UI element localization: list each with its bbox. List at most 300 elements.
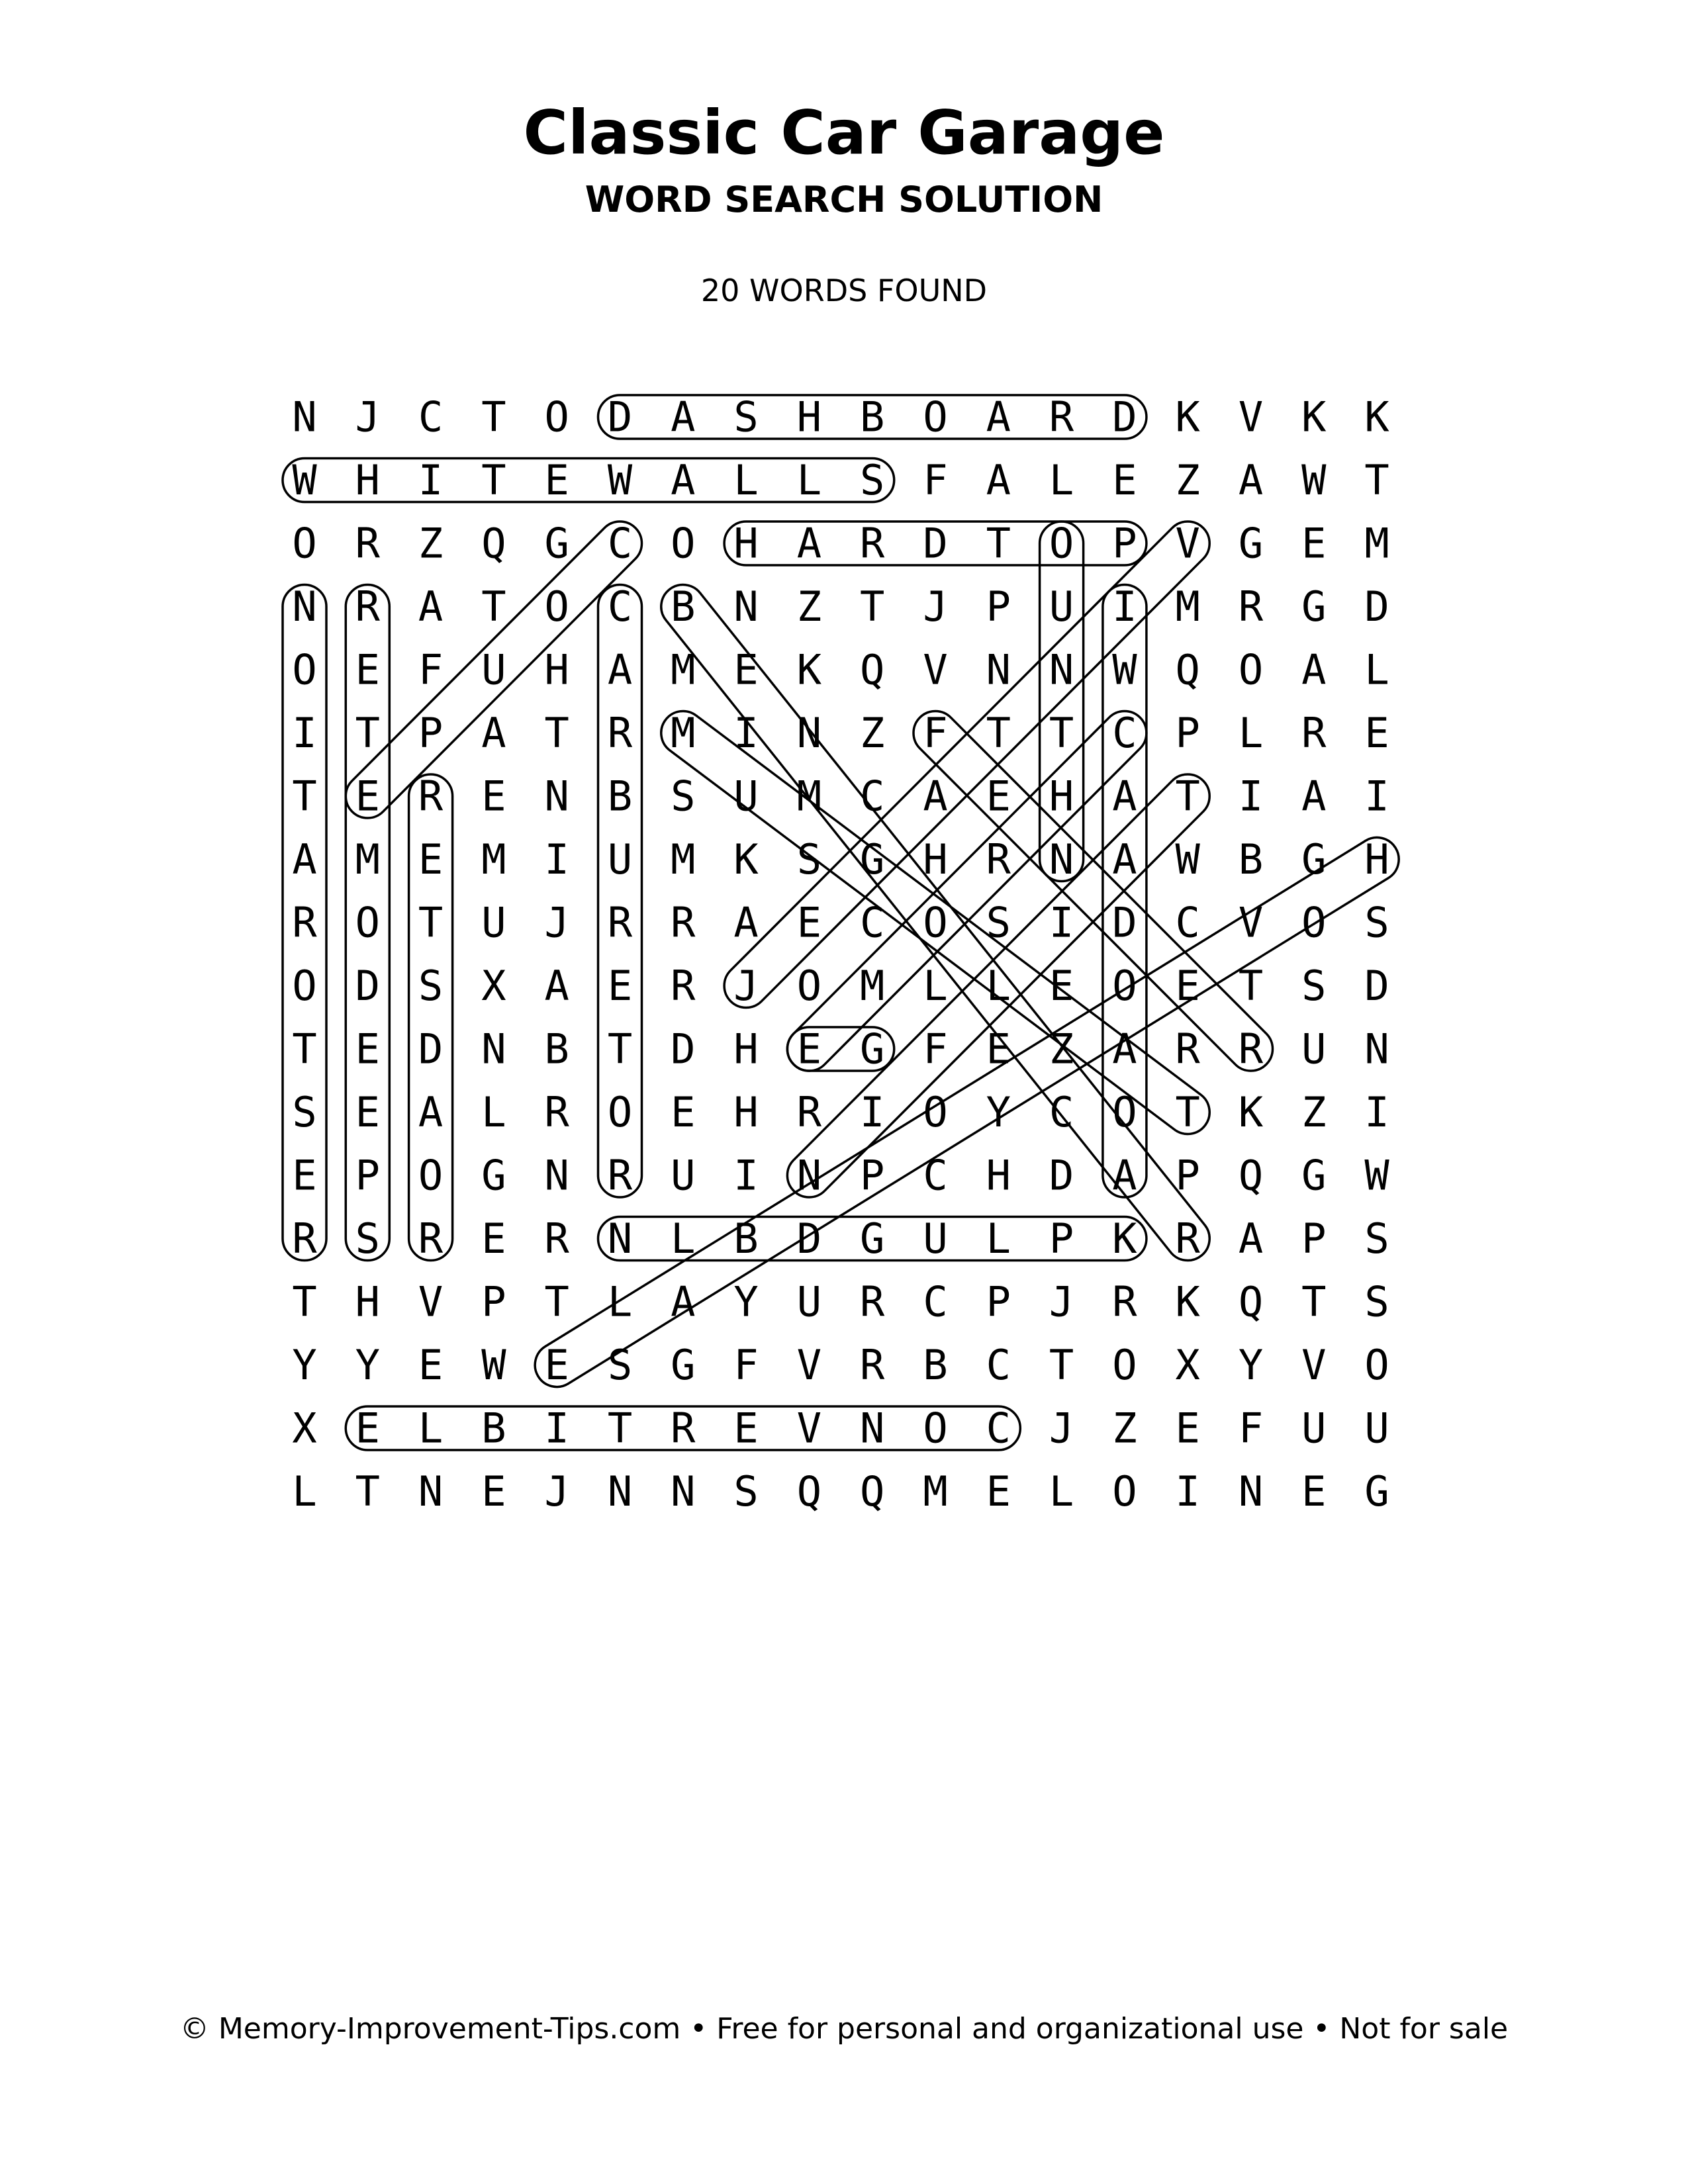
grid-letter: T [1175, 772, 1200, 821]
grid-letter: L [1364, 645, 1389, 694]
grid-letter: B [481, 1404, 506, 1453]
grid-letter: I [1238, 772, 1264, 821]
grid-letter: H [733, 519, 759, 568]
grid-letter: Q [1175, 645, 1200, 694]
grid-letter: N [544, 1151, 569, 1200]
grid-letter: U [671, 1151, 696, 1200]
grid-letter: T [607, 1024, 633, 1073]
grid-letter: T [1049, 1341, 1074, 1389]
grid-letter: A [1112, 835, 1137, 884]
grid-letter: O [923, 898, 948, 947]
grid-letter: E [355, 772, 380, 821]
grid-letter: R [1301, 709, 1327, 757]
grid-letter: A [292, 835, 317, 884]
grid-letter: V [1238, 898, 1264, 947]
grid-letter: S [1301, 962, 1327, 1010]
grid-letter: A [671, 392, 696, 441]
grid-letter: B [607, 772, 633, 821]
grid-letter: P [418, 709, 444, 757]
grid-letter: J [923, 582, 948, 631]
grid-letter: R [292, 1214, 317, 1263]
grid-letter: O [1112, 1088, 1137, 1136]
grid-letter: Y [292, 1341, 317, 1389]
grid-letter: O [796, 962, 822, 1010]
found-word-oval [778, 702, 1156, 1080]
grid-letter: F [1238, 1404, 1264, 1453]
grid-letter: O [923, 1088, 948, 1136]
grid-letter: J [1049, 1404, 1074, 1453]
grid-letter: X [481, 962, 506, 1010]
grid-letter: E [796, 898, 822, 947]
grid-letter: T [481, 392, 506, 441]
grid-letter: N [860, 1404, 885, 1453]
words-found-count: 20 WORDS FOUND [700, 273, 988, 308]
grid-letter: W [607, 456, 633, 504]
grid-letter: T [292, 1277, 317, 1326]
grid-letter: M [355, 835, 380, 884]
grid-letter: E [292, 1151, 317, 1200]
grid-letter: L [1049, 456, 1074, 504]
grid-letter: L [1049, 1467, 1074, 1516]
grid-letter: O [292, 519, 317, 568]
grid-letter: E [986, 1024, 1011, 1073]
grid-letter: W [1301, 456, 1327, 504]
grid-letter: T [607, 1404, 633, 1453]
page-title: Classic Car Garage [523, 97, 1165, 168]
grid-letter: A [418, 1088, 444, 1136]
grid-letter: A [923, 772, 948, 821]
grid-letter: S [733, 1467, 759, 1516]
grid-letter: I [1364, 1088, 1389, 1136]
grid-letter: B [923, 1341, 948, 1389]
grid-letter: P [1049, 1214, 1074, 1263]
grid-letter: E [733, 1404, 759, 1453]
grid-letter: I [1175, 1467, 1200, 1516]
grid-letter: S [1364, 898, 1389, 947]
grid-letter: K [1112, 1214, 1137, 1263]
grid-letter: U [481, 645, 506, 694]
grid-letter: Q [860, 645, 885, 694]
grid-letter: I [544, 835, 569, 884]
grid-letter: L [418, 1404, 444, 1453]
grid-letter: R [544, 1214, 569, 1263]
grid-letter: R [860, 1277, 885, 1326]
grid-letter: R [607, 709, 633, 757]
grid-letter: R [355, 519, 380, 568]
grid-letter: P [986, 1277, 1011, 1326]
grid-letter: R [418, 772, 444, 821]
grid-letter: C [986, 1404, 1011, 1453]
grid-letter: M [923, 1467, 948, 1516]
grid-letter: E [1364, 709, 1389, 757]
grid-letter: F [733, 1341, 759, 1389]
grid-letter: S [355, 1214, 380, 1263]
grid-letter: A [671, 456, 696, 504]
grid-letter: L [481, 1088, 506, 1136]
grid-letter: T [418, 898, 444, 947]
grid-letter: Z [1175, 456, 1200, 504]
grid-letter: J [1049, 1277, 1074, 1326]
grid-letter: N [986, 645, 1011, 694]
grid-letter: Y [733, 1277, 759, 1326]
grid-letter: T [1238, 962, 1264, 1010]
grid-letter: R [1049, 392, 1074, 441]
grid-letter: X [292, 1404, 317, 1453]
grid-letter: E [355, 1088, 380, 1136]
grid-letter: E [481, 772, 506, 821]
grid-letter: W [481, 1341, 506, 1389]
grid-letter: A [986, 456, 1011, 504]
grid-letter: I [733, 1151, 759, 1200]
grid-letter: A [1112, 772, 1137, 821]
grid-letter: Q [796, 1467, 822, 1516]
grid-letter: G [860, 835, 885, 884]
grid-letter: R [1175, 1024, 1200, 1073]
grid-letter: P [986, 582, 1011, 631]
grid-letter: V [1175, 519, 1200, 568]
grid-letter: T [544, 709, 569, 757]
grid-letter: I [1049, 898, 1074, 947]
grid-letter: Z [1112, 1404, 1137, 1453]
grid-letter: F [923, 709, 948, 757]
grid-letter: C [923, 1277, 948, 1326]
grid-letter: A [544, 962, 569, 1010]
found-word-oval [527, 829, 1407, 1395]
grid-letter: N [292, 582, 317, 631]
grid-letter: R [986, 835, 1011, 884]
grid-letter: F [923, 1024, 948, 1073]
grid-letter: B [671, 582, 696, 631]
grid-letter: P [481, 1277, 506, 1326]
grid-letter: O [355, 898, 380, 947]
grid-letter: D [355, 962, 380, 1010]
grid-letter: V [1301, 1341, 1327, 1389]
grid-letter: V [923, 645, 948, 694]
grid-letter: E [1301, 519, 1327, 568]
grid-letter: D [607, 392, 633, 441]
grid-letter: Q [481, 519, 506, 568]
grid-letter: B [1238, 835, 1264, 884]
grid-letter: O [1364, 1341, 1389, 1389]
grid-letter: V [796, 1341, 822, 1389]
grid-letter: D [923, 519, 948, 568]
grid-letter: Y [1238, 1341, 1264, 1389]
grid-letter: G [1238, 519, 1264, 568]
grid-letter: Q [860, 1467, 885, 1516]
grid-letter: J [733, 962, 759, 1010]
grid-letter: H [986, 1151, 1011, 1200]
grid-letter: Z [860, 709, 885, 757]
grid-letter: R [860, 519, 885, 568]
grid-letter: R [418, 1214, 444, 1263]
grid-letter: O [544, 392, 569, 441]
grid-letter: N [1049, 645, 1074, 694]
grid-letter: A [607, 645, 633, 694]
grid-letter: M [1175, 582, 1200, 631]
grid-letter: G [1301, 1151, 1327, 1200]
grid-letter: Y [355, 1341, 380, 1389]
grid-letter: G [671, 1341, 696, 1389]
grid-letter: N [1238, 1467, 1264, 1516]
grid-letter: N [292, 392, 317, 441]
grid-letter: I [544, 1404, 569, 1453]
grid-letter: Z [1049, 1024, 1074, 1073]
grid-letter: U [1364, 1404, 1389, 1453]
grid-letter: R [607, 898, 633, 947]
grid-letter: E [481, 1214, 506, 1263]
grid-letter: L [923, 962, 948, 1010]
grid-letter: E [1175, 962, 1200, 1010]
grid-letter: A [1112, 1151, 1137, 1200]
grid-letter: R [355, 582, 380, 631]
grid-letter: G [860, 1024, 885, 1073]
grid-letter: K [1301, 392, 1327, 441]
grid-letter: H [355, 1277, 380, 1326]
grid-letter: E [986, 772, 1011, 821]
grid-letter: N [796, 1151, 822, 1200]
grid-letter: N [481, 1024, 506, 1073]
grid-letter: C [1112, 709, 1137, 757]
grid-letter: L [733, 456, 759, 504]
grid-letter: E [1301, 1467, 1327, 1516]
grid-letter: A [1238, 456, 1264, 504]
grid-letter: J [544, 1467, 569, 1516]
grid-letter: E [671, 1088, 696, 1136]
grid-letter: U [1049, 582, 1074, 631]
grid-letter: P [860, 1151, 885, 1200]
grid-letter: V [1238, 392, 1264, 441]
grid-letter: Z [796, 582, 822, 631]
grid-letter: U [733, 772, 759, 821]
grid-letter: P [1175, 709, 1200, 757]
grid-letter: D [796, 1214, 822, 1263]
grid-letter: W [292, 456, 317, 504]
grid-letter: W [1364, 1151, 1389, 1200]
grid-letter: W [1112, 645, 1137, 694]
grid-letter: O [607, 1088, 633, 1136]
grid-letter: O [1112, 962, 1137, 1010]
grid-letter: O [1112, 1341, 1137, 1389]
grid-letter: E [418, 835, 444, 884]
grid-letter: T [1175, 1088, 1200, 1136]
grid-letter: T [481, 456, 506, 504]
grid-letter: T [355, 709, 380, 757]
grid-letter: E [355, 645, 380, 694]
grid-letter: F [923, 456, 948, 504]
grid-letter: E [355, 1404, 380, 1453]
grid-letter: N [607, 1214, 633, 1263]
grid-letters [292, 393, 1389, 1516]
grid-letter: P [355, 1151, 380, 1200]
grid-letter: D [418, 1024, 444, 1073]
page-subtitle: WORD SEARCH SOLUTION [585, 179, 1103, 220]
grid-letter: B [733, 1214, 759, 1263]
grid-letter: E [544, 456, 569, 504]
grid-letter: D [1364, 582, 1389, 631]
grid-letter: M [671, 645, 696, 694]
grid-letter: E [796, 1024, 822, 1073]
grid-letter: O [544, 582, 569, 631]
grid-letter: G [481, 1151, 506, 1200]
grid-letter: J [544, 898, 569, 947]
found-word-oval [715, 512, 1218, 1017]
grid-letter: T [355, 1467, 380, 1516]
grid-letter: R [671, 962, 696, 1010]
grid-letter: K [1175, 1277, 1200, 1326]
grid-letter: T [481, 582, 506, 631]
grid-letter: D [1049, 1151, 1074, 1200]
grid-letter: N [418, 1467, 444, 1516]
grid-letter: V [418, 1277, 444, 1326]
grid-letter: M [481, 835, 506, 884]
grid-letter: R [607, 1151, 633, 1200]
grid-letter: G [1301, 835, 1327, 884]
grid-letter: E [481, 1467, 506, 1516]
grid-letter: T [544, 1277, 569, 1326]
grid-letter: O [923, 1404, 948, 1453]
grid-letter: V [796, 1404, 822, 1453]
grid-letter: U [481, 898, 506, 947]
grid-letter: H [1049, 772, 1074, 821]
grid-letter: S [292, 1088, 317, 1136]
grid-letter: G [1364, 1467, 1389, 1516]
grid-letter: P [1175, 1151, 1200, 1200]
grid-letter: M [671, 835, 696, 884]
grid-letter: K [796, 645, 822, 694]
grid-letter: R [1175, 1214, 1200, 1263]
grid-letter: A [1238, 1214, 1264, 1263]
grid-letter: T [292, 1024, 317, 1073]
grid-letter: N [1364, 1024, 1389, 1073]
grid-letter: I [860, 1088, 885, 1136]
grid-letter: M [671, 709, 696, 757]
grid-letter: L [1238, 709, 1264, 757]
grid-letter: S [986, 898, 1011, 947]
grid-letter: I [1364, 772, 1389, 821]
grid-letter: D [1112, 898, 1137, 947]
grid-letter: E [1049, 962, 1074, 1010]
grid-letter: S [418, 962, 444, 1010]
grid-letter: T [1364, 456, 1389, 504]
grid-letter: L [796, 456, 822, 504]
grid-letter: R [671, 1404, 696, 1453]
grid-letter: R [860, 1341, 885, 1389]
grid-letter: R [544, 1088, 569, 1136]
grid-letter: P [1301, 1214, 1327, 1263]
grid-letter: L [671, 1214, 696, 1263]
grid-letter: S [1364, 1277, 1389, 1326]
grid-letter: Y [986, 1088, 1011, 1136]
grid-letter: W [1175, 835, 1200, 884]
grid-letter: K [733, 835, 759, 884]
grid-letter: N [796, 709, 822, 757]
grid-letter: H [923, 835, 948, 884]
grid-letter: A [986, 392, 1011, 441]
grid-letter: G [1301, 582, 1327, 631]
grid-letter: H [733, 1088, 759, 1136]
grid-letter: R [1238, 582, 1264, 631]
grid-letter: A [1301, 772, 1327, 821]
grid-letter: Q [1238, 1277, 1264, 1326]
grid-letter: G [860, 1214, 885, 1263]
grid-letter: H [733, 1024, 759, 1073]
grid-letter: T [986, 519, 1011, 568]
grid-letter: T [292, 772, 317, 821]
grid-letter: E [986, 1467, 1011, 1516]
grid-letter: C [860, 772, 885, 821]
grid-letter: O [418, 1151, 444, 1200]
grid-letter: M [796, 772, 822, 821]
grid-letter: Z [1301, 1088, 1327, 1136]
grid-letter: I [733, 709, 759, 757]
grid-letter: E [1175, 1404, 1200, 1453]
grid-letter: R [292, 898, 317, 947]
found-word-oval [904, 702, 1282, 1080]
grid-letter: S [607, 1341, 633, 1389]
grid-letter: H [544, 645, 569, 694]
grid-letter: O [292, 962, 317, 1010]
grid-letter: E [355, 1024, 380, 1073]
grid-letter: M [1364, 519, 1389, 568]
grid-letter: A [1301, 645, 1327, 694]
grid-letter: C [1049, 1088, 1074, 1136]
grid-letter: K [1175, 392, 1200, 441]
grid-letter: S [1364, 1214, 1389, 1263]
grid-letter: O [1238, 645, 1264, 694]
grid-letter: U [607, 835, 633, 884]
grid-letter: Q [1238, 1151, 1264, 1200]
grid-letter: K [1364, 392, 1389, 441]
grid-letter: A [418, 582, 444, 631]
grid-letter: N [671, 1467, 696, 1516]
grid-letter: S [733, 392, 759, 441]
grid-letter: A [671, 1277, 696, 1326]
grid-letter: S [671, 772, 696, 821]
grid-letter: O [923, 392, 948, 441]
grid-letter: L [986, 1214, 1011, 1263]
grid-letter: H [355, 456, 380, 504]
grid-letter: O [1049, 519, 1074, 568]
grid-letter: R [1112, 1277, 1137, 1326]
grid-letter: T [1301, 1277, 1327, 1326]
copyright-footer: © Memory-Improvement-Tips.com • Free for personal and organizational use • Not for sale [179, 2012, 1509, 2046]
grid-letter: A [481, 709, 506, 757]
grid-letter: I [418, 456, 444, 504]
grid-letter: C [607, 582, 633, 631]
grid-letter: N [1049, 835, 1074, 884]
grid-letter: O [292, 645, 317, 694]
grid-letter: E [418, 1341, 444, 1389]
grid-letter: O [1301, 898, 1327, 947]
grid-letter: O [671, 519, 696, 568]
grid-letter: X [1175, 1341, 1200, 1389]
grid-letter: C [418, 392, 444, 441]
grid-letter: E [607, 962, 633, 1010]
grid-letter: C [607, 519, 633, 568]
grid-letter: S [860, 456, 885, 504]
grid-letter: E [1112, 456, 1137, 504]
grid-letter: L [607, 1277, 633, 1326]
grid-letter: R [1238, 1024, 1264, 1073]
grid-letter: S [796, 835, 822, 884]
grid-letter: C [923, 1151, 948, 1200]
grid-letter: R [796, 1088, 822, 1136]
grid-letter: U [923, 1214, 948, 1263]
grid-letter: P [1112, 519, 1137, 568]
grid-letter: U [1301, 1404, 1327, 1453]
grid-letter: C [860, 898, 885, 947]
grid-letter: I [292, 709, 317, 757]
